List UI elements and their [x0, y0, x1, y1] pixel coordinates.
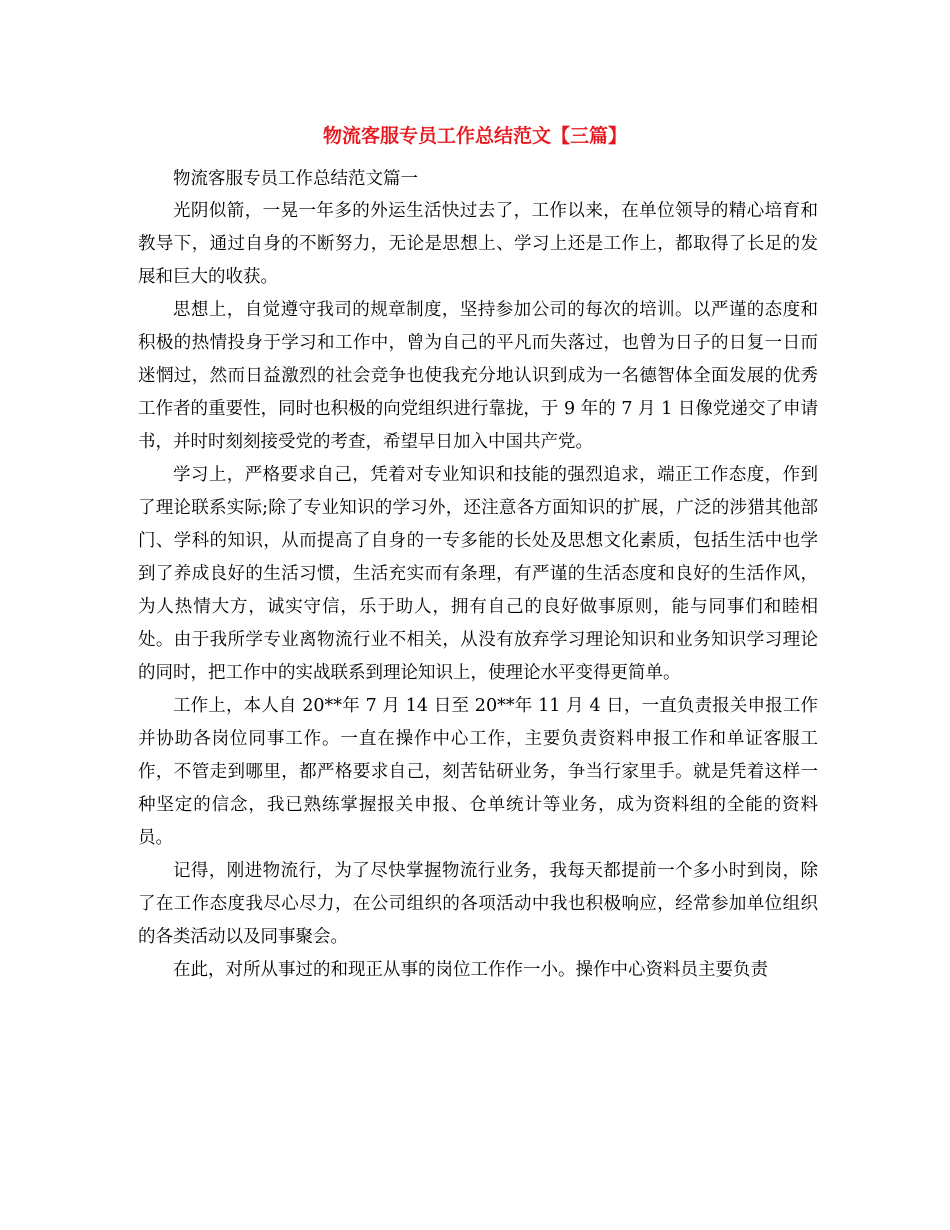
paragraph-5: 记得，刚进物流行，为了尽快掌握物流行业务，我每天都提前一个多小时到岗，除了在工作态度我尽心尽力，在公司组织的各项活动中我也积极响应，经常参加单位组织的各类活动以及同事聚会。 [138, 861, 818, 947]
section-heading: 物流客服专员工作总结范文篇一 [173, 169, 418, 189]
paragraph-4: 工作上，本人自 20**年 7 月 14 日至 20**年 11 月 4 日，一直负责报关申报工作并协助各岗位同事工作。一直在操作中心工作，主要负责资料申报工作和单证客服工作，不管走到哪里，都严格要求自己，刻苦钻研业务，争当行家里手。就是凭着这样一种坚定的信念，我已熟练掌握报关申报、仓单统计等业务，成为资料组的全能的资料员。 [138, 696, 818, 848]
paragraph-1: 光阴似箭，一晃一年多的外运生活快过去了，工作以来，在单位领导的精心培育和教导下，通过自身的不断努力，无论是思想上、学习上还是工作上，都取得了长足的发展和巨大的收获。 [138, 201, 818, 287]
paragraph-2: 思想上，自觉遵守我司的规章制度，坚持参加公司的每次的培训。以严谨的态度和积极的热情投身于学习和工作中，曾为自己的平凡而失落过，也曾为日子的日复一日而迷惘过，然而日益激烈的社会竞争也使我充分地认识到成为一名德智体全面发展的优秀工作者的重要性，同时也积极的向党组织进行靠拢，于 9 年的 7 月 1 日像党递交了申请书，并时时刻刻接受党的考查，希望早日加入中国共产党。 [138, 300, 818, 452]
document-title: 物流客服专员工作总结范文【三篇】 [322, 125, 627, 147]
paragraph-6: 在此，对所从事过的和现正从事的岗位工作作一小。操作中心资料员主要负责 [173, 960, 768, 980]
paragraph-3: 学习上，严格要求自己，凭着对专业知识和技能的强烈追求，端正工作态度，作到了理论联系实际;除了专业知识的学习外，还注意各方面知识的扩展，广泛的涉猎其他部门、学科的知识，从而提高了自身的一专多能的长处及思想文化素质，包括生活中也学到了养成良好的生活习惯，生活充实而有条理，有严谨的生活态度和良好的生活作风，为人热情大方，诚实守信，乐于助人，拥有自己的良好做事原则，能与同事们和睦相处。由于我所学专业离物流行业不相关，从没有放弃学习理论知识和业务知识学习理论的同时，把工作中的实战联系到理论知识上，使理论水平变得更简单。 [138, 465, 818, 683]
document-body [138, 160, 818, 987]
